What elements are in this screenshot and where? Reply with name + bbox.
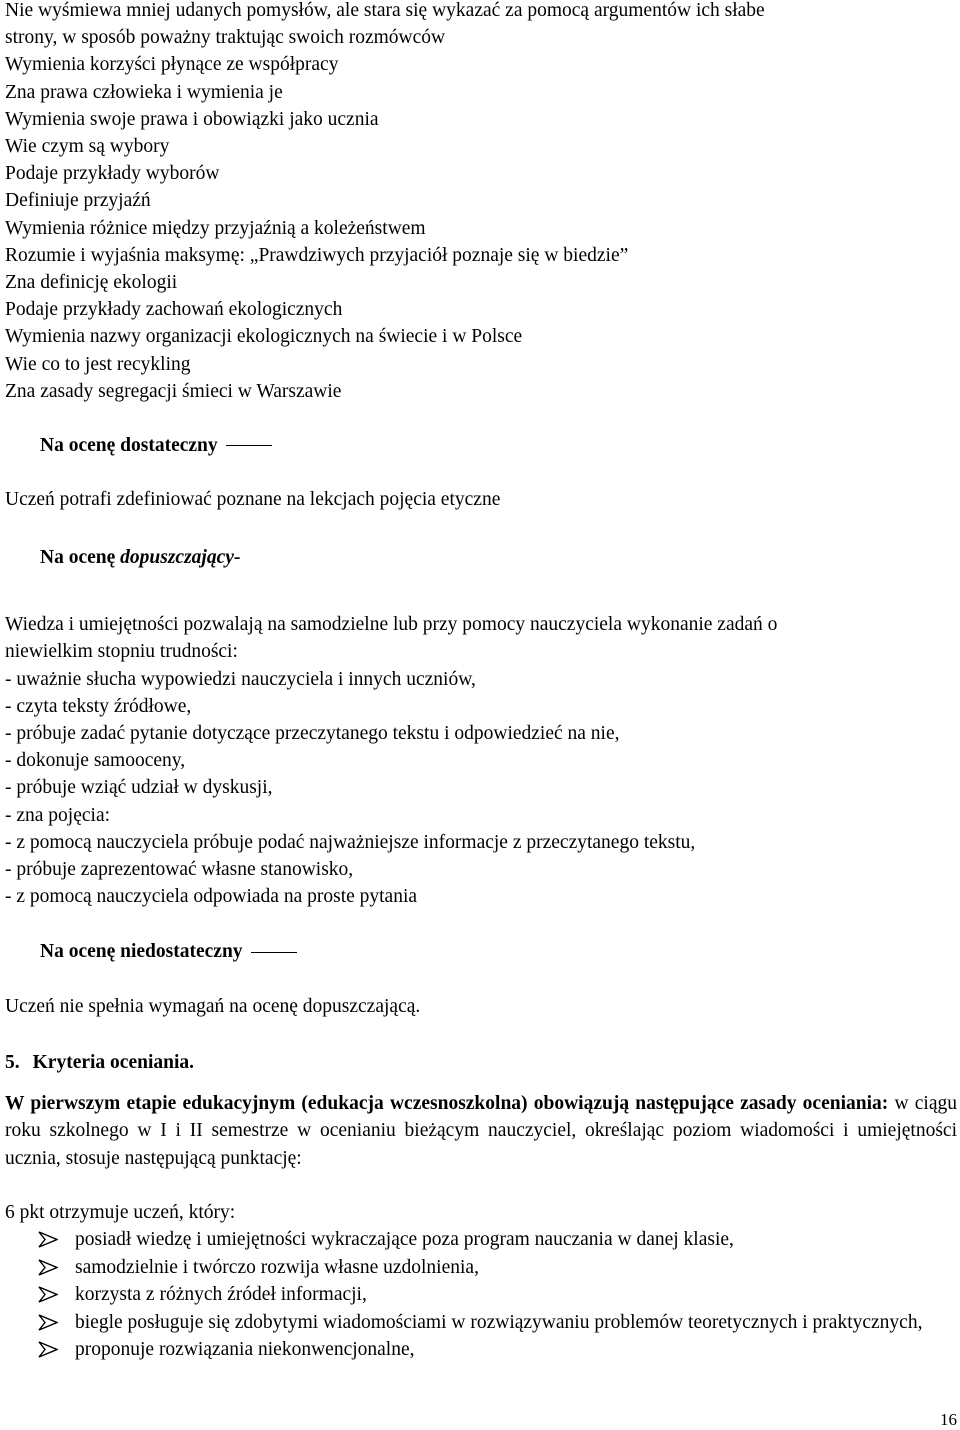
- document-page: [5, 0, 957, 1364]
- list-item: - zna pojęcia:: [5, 804, 111, 826]
- list-item: korzysta z różnych źródeł informacji,: [5, 1281, 957, 1309]
- arrow-bullet-icon: [38, 1286, 58, 1303]
- list-item: - czyta teksty źródłowe,: [5, 695, 192, 717]
- list-item: Zna zasady segregacji śmieci w Warszawie: [5, 380, 342, 402]
- list-item: Definiuje przyjaźń: [5, 190, 151, 212]
- list-item: Nie wyśmiewa mniej udanych pomysłów, ale stara się wykazać za pomocą argumentów ich słabe: [5, 0, 765, 21]
- section-heading: 5. Kryteria oceniania.: [5, 1051, 195, 1073]
- list-item: - z pomocą nauczyciela odpowiada na proste pytania: [5, 886, 418, 908]
- list-item: - uważnie słucha wypowiedzi nauczyciela i innych uczniów,: [5, 668, 476, 690]
- list-item: Wymienia korzyści płynące ze współpracy: [5, 54, 339, 76]
- dash-line: [226, 445, 272, 446]
- arrow-bullet-icon: [38, 1341, 58, 1358]
- arrow-bullet-icon: [38, 1231, 58, 1248]
- list-item: - próbuje zadać pytanie dotyczące przeczytanego tekstu i odpowiedzieć na nie,: [5, 723, 620, 745]
- list-item: - z pomocą nauczyciela próbuje podać najważniejsze informacje z przeczytanego tekstu,: [5, 831, 696, 853]
- grade-heading-dostateczny: Na ocenę dostateczny: [5, 432, 957, 459]
- requirements-list: [5, 0, 957, 405]
- list-item: Podaje przykłady zachowań ekologicznych: [5, 299, 343, 321]
- list-item: proponuje rozwiązania niekonwencjonalne,: [5, 1336, 957, 1364]
- arrow-bullet-icon: [38, 1314, 58, 1331]
- list-item: Wymienia swoje prawa i obowiązki jako ucznia: [5, 108, 379, 130]
- list-item: - próbuje wziąć udział w dyskusji,: [5, 777, 273, 799]
- list-item: posiadł wiedzę i umiejętności wykraczające poza program nauczania w danej klasie,: [5, 1226, 957, 1254]
- list-item: Zna prawa człowieka i wymienia je: [5, 81, 283, 103]
- list-item: biegle posługuje się zdobytymi wiadomościami w rozwiązywaniu problemów teoretycznych i praktycznych,: [5, 1309, 957, 1337]
- list-item: Wymienia różnice między przyjaźnią a koleżeństwem: [5, 217, 426, 239]
- dash-line: [251, 952, 297, 953]
- list-item: - dokonuje samooceny,: [5, 750, 186, 772]
- grade-description: Uczeń nie spełnia wymagań na ocenę dopuszczającą.: [5, 996, 421, 1018]
- grade-description: Wiedza i umiejętności pozwalają na samodzielne lub przy pomocy nauczyciela wykonanie zadań o niewielkim stopniu trudności: - uważnie słucha wypowiedzi nauczyciela i innych uczniów, - czyta teksty źródłowe, - próbuje zadać pytanie dotyczące przeczytanego tekstu i odpowiedzieć na nie, - dokonuje samooceny, - próbuje wziąć udział w dyskusji, - zna pojęcia: - z pomocą nauczyciela próbuje podać najważniejsze informacje z przeczytanego tekstu, - próbuje zaprezentować własne stanowisko, - z pomocą nauczyciela odpowiada na proste pytania: [5, 611, 957, 910]
- list-item: strony, w sposób poważny traktując swoich rozmówców: [5, 27, 446, 49]
- grading-rules-paragraph: W pierwszym etapie edukacyjnym (edukacja wczesnoszkolna) obowiązują następujące zasady oceniania: w ciągu roku szkolnego w I i II semestrze w ocenianiu bieżącym nauczyciel, określając poziom wiadomości i umiejętności ucznia, stosuje następującą punktację:: [5, 1092, 957, 1169]
- list-item: Wymienia nazwy organizacji ekologicznych na świecie i w Polsce: [5, 326, 523, 348]
- list-item: Rozumie i wyjaśnia maksymę: „Prawdziwych przyjaciół poznaje się w biedzie”: [5, 244, 629, 266]
- grade-heading-niedostateczny: Na ocenę niedostateczny: [5, 938, 957, 965]
- arrow-bullet-icon: [38, 1259, 58, 1276]
- list-item: Wie czym są wybory: [5, 136, 170, 158]
- list-item: Zna definicję ekologii: [5, 272, 178, 294]
- list-item: samodzielnie i twórczo rozwija własne uzdolnienia,: [5, 1254, 957, 1282]
- list-item: Podaje przykłady wyborów: [5, 163, 220, 185]
- page-number: 16: [940, 1410, 957, 1429]
- grade-heading-dopuszczajacy: Na ocenę dopuszczający-: [40, 547, 241, 569]
- list-item: Wie co to jest recykling: [5, 353, 191, 375]
- points-intro: 6 pkt otrzymuje uczeń, który:: [5, 1202, 236, 1224]
- points-criteria-list: [5, 1226, 957, 1364]
- list-item: - próbuje zaprezentować własne stanowisko,: [5, 859, 354, 881]
- grade-description: Uczeń potrafi zdefiniować poznane na lekcjach pojęcia etyczne: [5, 489, 501, 511]
